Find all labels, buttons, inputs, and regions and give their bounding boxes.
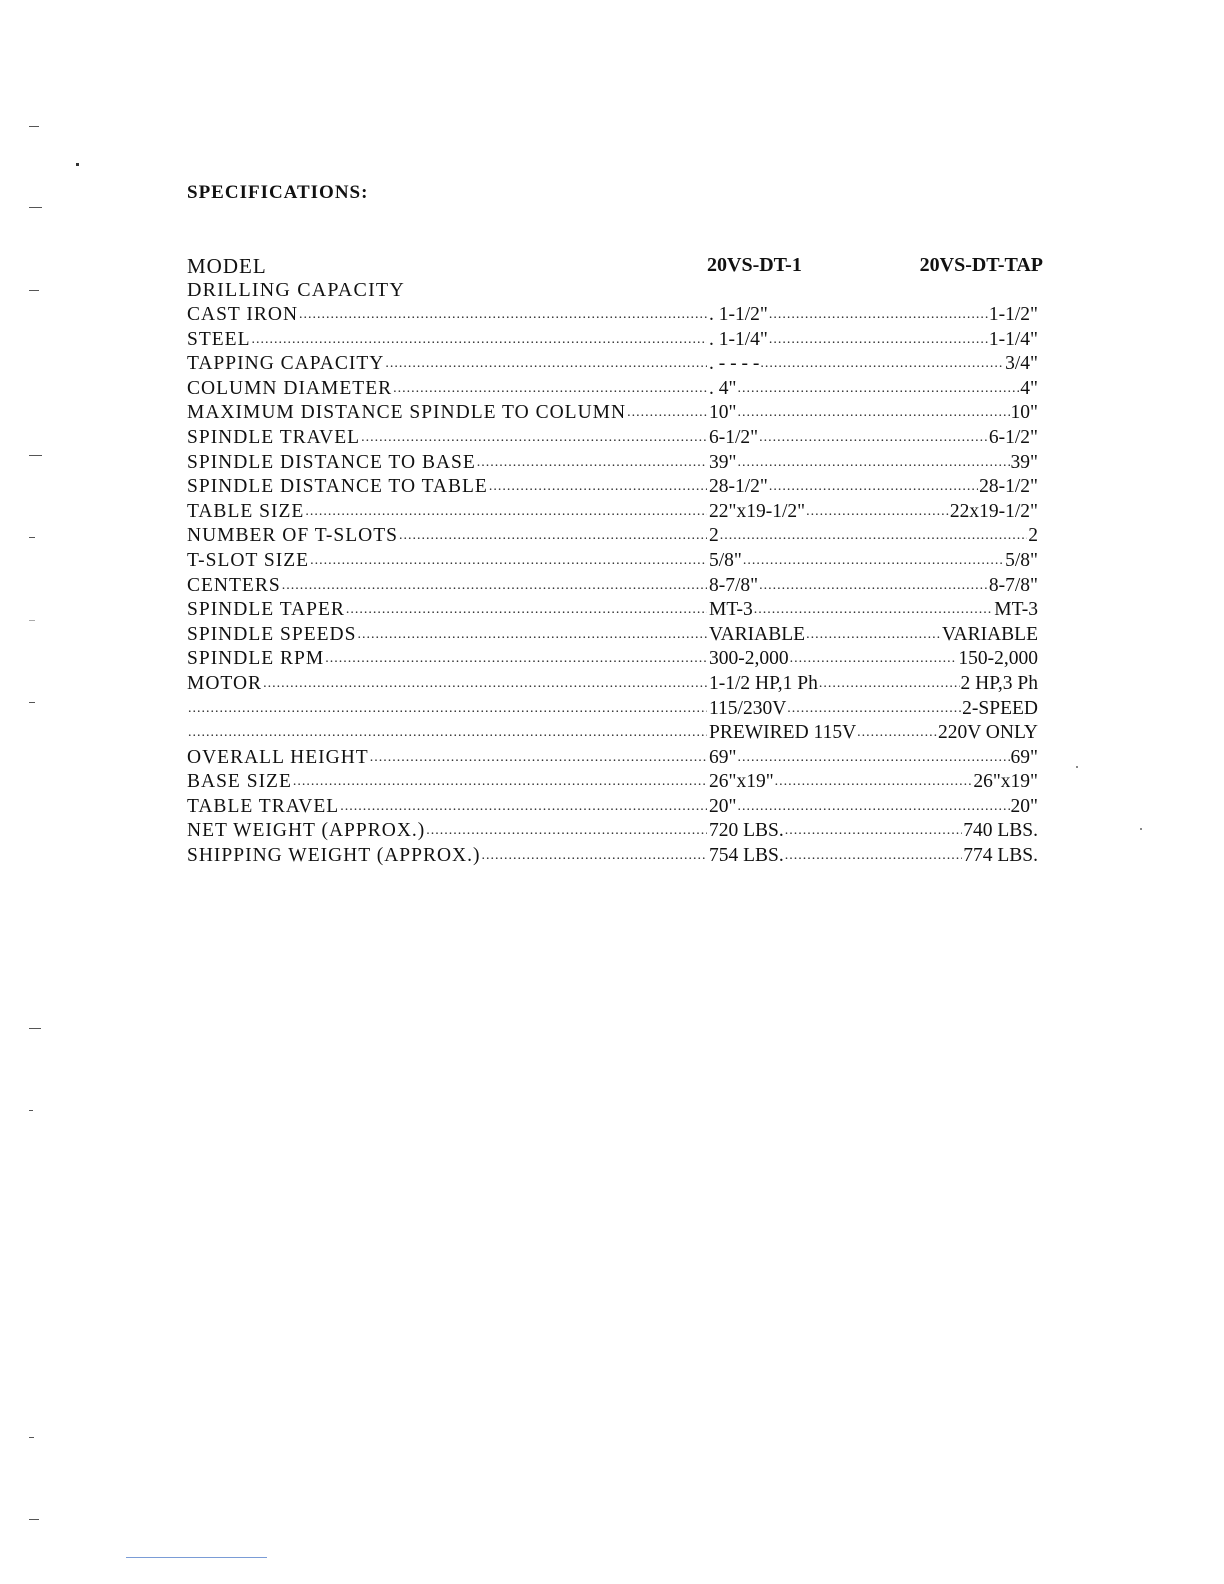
table-row xyxy=(187,524,1038,549)
spec-label: MAXIMUM DISTANCE SPINDLE TO COLUMN xyxy=(187,401,627,426)
dot-leader xyxy=(340,795,707,820)
table-row xyxy=(187,672,1038,697)
model-2-value: 5/8" xyxy=(1004,549,1038,574)
dot-leader xyxy=(393,377,707,402)
spec-label: CENTERS xyxy=(187,574,282,599)
model-2-value: 39" xyxy=(1010,451,1038,476)
dot-leader xyxy=(760,352,1004,377)
dot-leader xyxy=(769,303,988,328)
model-1-value: 2 xyxy=(709,524,720,549)
spec-label: STEEL xyxy=(187,328,252,353)
model-2-value: 28-1/2" xyxy=(978,475,1038,500)
model-2-value: 774 LBS. xyxy=(962,844,1038,869)
table-row xyxy=(187,721,1038,746)
table-row xyxy=(187,352,1038,377)
dot-leader xyxy=(743,549,1004,574)
scan-mark xyxy=(29,126,39,127)
model-1-value: 69" xyxy=(709,746,737,771)
dot-leader xyxy=(759,426,988,451)
dot-leader xyxy=(252,328,708,353)
spec-label: SPINDLE RPM xyxy=(187,647,325,672)
model-2-value: 69" xyxy=(1010,746,1038,771)
model-1-heading: 20VS-DT-1 xyxy=(707,254,802,276)
dot-leader xyxy=(785,844,962,869)
model-header-row xyxy=(187,254,1043,280)
dot-leader xyxy=(785,819,962,844)
dot-leader xyxy=(477,451,707,476)
model-1-value: 720 LBS. xyxy=(709,819,785,844)
dot-leader xyxy=(426,819,707,844)
model-header-label: MODEL xyxy=(187,254,267,278)
model-1-value: VARIABLE xyxy=(709,623,806,648)
model-1-value: 22"x19-1/2" xyxy=(709,500,806,525)
dot-leader xyxy=(282,574,707,599)
dot-leader xyxy=(775,770,973,795)
model-2-value: 2 xyxy=(1027,524,1038,549)
spec-label: SPINDLE DISTANCE TO BASE xyxy=(187,451,477,476)
dot-leader xyxy=(787,697,961,722)
dot-leader xyxy=(370,746,707,771)
model-1-value: . 4" xyxy=(709,377,737,402)
dot-leader xyxy=(754,598,994,623)
dot-leader xyxy=(399,524,707,549)
table-row xyxy=(187,623,1038,648)
spec-label: SPINDLE TRAVEL xyxy=(187,426,361,451)
dot-leader xyxy=(806,623,941,648)
dot-leader xyxy=(361,426,707,451)
spec-label: TAPPING CAPACITY xyxy=(187,352,385,377)
scan-mark xyxy=(29,1519,39,1520)
model-1-value: 10" xyxy=(709,401,737,426)
table-row xyxy=(187,549,1038,574)
table-row xyxy=(187,475,1038,500)
dot-leader xyxy=(737,451,1009,476)
model-2-value: 740 LBS. xyxy=(962,819,1038,844)
dot-leader xyxy=(188,721,707,746)
model-2-value: 20" xyxy=(1010,795,1038,820)
spec-label: NET WEIGHT (APPROX.) xyxy=(187,819,426,844)
dot-leader xyxy=(325,647,707,672)
spec-label: SPINDLE TAPER xyxy=(187,598,346,623)
table-row xyxy=(187,574,1038,599)
model-2-value: 150-2,000 xyxy=(957,647,1038,672)
scan-mark xyxy=(29,455,42,456)
spec-label: TABLE TRAVEL xyxy=(187,795,340,820)
table-row xyxy=(187,328,1038,353)
scan-mark xyxy=(29,1437,34,1438)
model-2-value: 1-1/4" xyxy=(988,328,1038,353)
model-1-value: 1-1/2 HP,1 Ph xyxy=(709,672,819,697)
scan-mark xyxy=(29,290,39,291)
model-2-value: 4" xyxy=(1019,377,1038,402)
scan-mark xyxy=(29,1110,33,1111)
scan-mark xyxy=(29,702,35,703)
spec-label: OVERALL HEIGHT xyxy=(187,746,370,771)
table-row xyxy=(187,770,1038,795)
model-1-value: . - - - - xyxy=(709,352,760,377)
dot-leader xyxy=(346,598,707,623)
spec-label: T-SLOT SIZE xyxy=(187,549,310,574)
model-1-value: . 1-1/2" xyxy=(709,303,769,328)
model-2-value: 2 HP,3 Ph xyxy=(960,672,1039,697)
model-1-value: 28-1/2" xyxy=(709,475,769,500)
scan-mark xyxy=(29,620,35,621)
model-1-value: 115/230V xyxy=(709,697,787,722)
model-2-value: 10" xyxy=(1010,401,1038,426)
model-2-heading: 20VS-DT-TAP xyxy=(919,254,1043,276)
table-row xyxy=(187,401,1038,426)
section-heading: DRILLING CAPACITY xyxy=(187,279,405,301)
dot-leader xyxy=(737,377,1019,402)
dot-leader xyxy=(310,549,707,574)
dot-leader xyxy=(188,697,707,722)
spec-label: TABLE SIZE xyxy=(187,500,305,525)
dot-leader xyxy=(293,770,707,795)
model-2-value: 26"x19" xyxy=(972,770,1038,795)
model-1-value: 754 LBS. xyxy=(709,844,785,869)
scan-dot xyxy=(1140,828,1142,830)
dot-leader xyxy=(769,475,978,500)
spec-label: COLUMN DIAMETER xyxy=(187,377,393,402)
model-1-value: . 1-1/4" xyxy=(709,328,769,353)
model-1-value: 300-2,000 xyxy=(709,647,790,672)
table-row xyxy=(187,303,1038,328)
dot-leader xyxy=(263,672,707,697)
model-2-value: MT-3 xyxy=(993,598,1038,623)
dot-leader xyxy=(305,500,707,525)
dot-leader xyxy=(627,401,707,426)
spec-label: CAST IRON xyxy=(187,303,299,328)
model-2-value: 6-1/2" xyxy=(988,426,1038,451)
model-1-value: PREWIRED 115V xyxy=(709,721,857,746)
spec-label: BASE SIZE xyxy=(187,770,293,795)
model-2-value: 220V ONLY xyxy=(937,721,1038,746)
dot-leader xyxy=(737,401,1009,426)
dot-leader xyxy=(857,721,937,746)
spec-label: SHIPPING WEIGHT (APPROX.) xyxy=(187,844,482,869)
model-2-value: 2-SPEED xyxy=(961,697,1038,722)
table-row xyxy=(187,377,1038,402)
page-title: SPECIFICATIONS: xyxy=(187,182,369,203)
model-2-value: 3/4" xyxy=(1004,352,1038,377)
dot-leader xyxy=(299,303,707,328)
dot-leader xyxy=(759,574,988,599)
model-2-value: 1-1/2" xyxy=(988,303,1038,328)
dot-leader xyxy=(737,746,1009,771)
model-2-value: VARIABLE xyxy=(941,623,1038,648)
spec-label: SPINDLE SPEEDS xyxy=(187,623,358,648)
scan-dot xyxy=(1076,766,1078,768)
dot-leader xyxy=(790,647,958,672)
model-1-value: 6-1/2" xyxy=(709,426,759,451)
dot-leader xyxy=(720,524,1028,549)
spec-label: NUMBER OF T-SLOTS xyxy=(187,524,399,549)
table-row xyxy=(187,844,1038,869)
spec-label: SPINDLE DISTANCE TO TABLE xyxy=(187,475,489,500)
dot-leader xyxy=(358,623,708,648)
model-1-value: MT-3 xyxy=(709,598,754,623)
dot-leader xyxy=(806,500,949,525)
dot-leader xyxy=(819,672,960,697)
table-row xyxy=(187,598,1038,623)
scan-mark xyxy=(29,537,35,538)
bottom-rule xyxy=(126,1557,267,1558)
table-row xyxy=(187,795,1038,820)
dot-leader xyxy=(482,844,707,869)
table-row xyxy=(187,426,1038,451)
model-2-value: 8-7/8" xyxy=(988,574,1038,599)
model-1-value: 20" xyxy=(709,795,737,820)
scan-mark xyxy=(29,207,42,208)
table-row xyxy=(187,500,1038,525)
spec-label: MOTOR xyxy=(187,672,263,697)
dot-leader xyxy=(769,328,988,353)
dot-leader xyxy=(489,475,707,500)
model-1-value: 39" xyxy=(709,451,737,476)
table-row xyxy=(187,819,1038,844)
model-1-value: 5/8" xyxy=(709,549,743,574)
scan-mark xyxy=(29,1028,41,1029)
table-row xyxy=(187,647,1038,672)
table-row xyxy=(187,746,1038,771)
dot-leader xyxy=(385,352,707,377)
scan-dot xyxy=(76,163,79,166)
model-1-value: 26"x19" xyxy=(709,770,775,795)
model-2-value: 22x19-1/2" xyxy=(949,500,1038,525)
table-row xyxy=(187,697,1038,722)
spec-table xyxy=(187,303,1038,869)
dot-leader xyxy=(737,795,1009,820)
model-1-value: 8-7/8" xyxy=(709,574,759,599)
table-row xyxy=(187,451,1038,476)
